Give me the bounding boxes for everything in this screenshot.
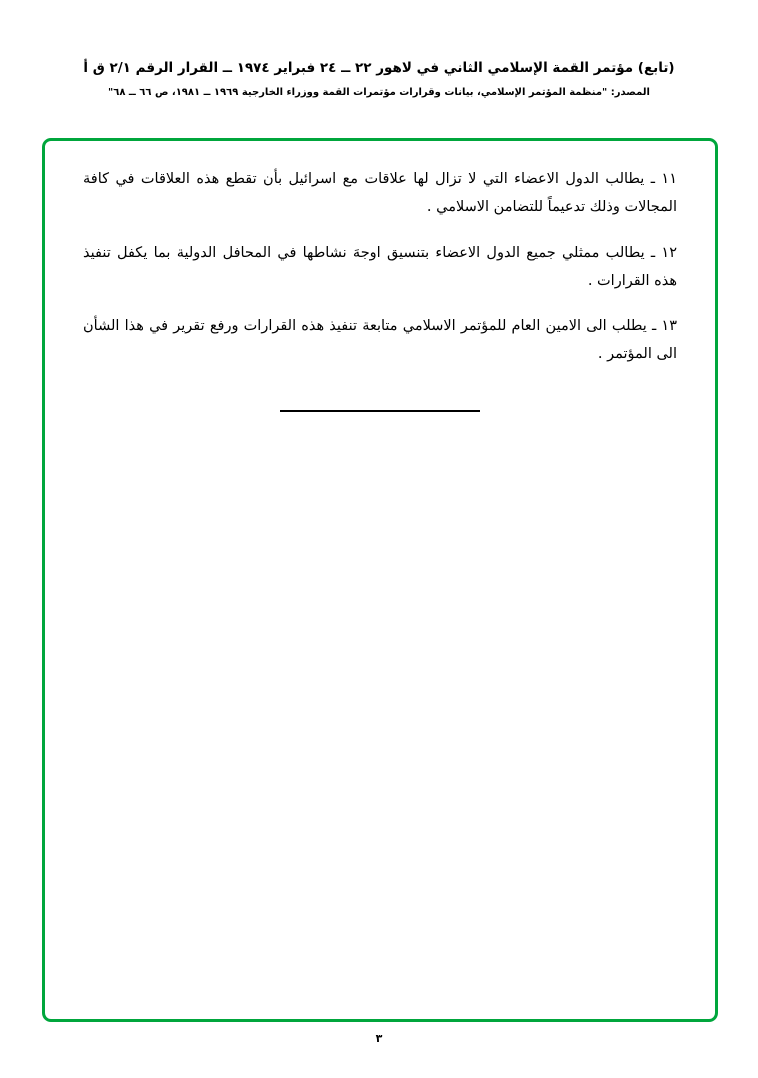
page-header: [0, 58, 758, 100]
horizontal-rule: [280, 410, 480, 412]
header-source-citation: المصدر: "منظمة المؤتمر الإسلامي، بيانات وقرارات مؤتمرات القمة ووزراء الخارجية ١٩٦٩ ــ ١٩٨١، ص ٦٦ ــ ٦٨": [108, 87, 650, 99]
header-title: (تابع) مؤتمر القمة الإسلامي الثاني في لاهور ٢٢ ــ ٢٤ فبراير ١٩٧٤ ــ القرار الرقم ٢/١ ق أ: [83, 60, 675, 76]
clause-paragraph: ١٢ ـ يطالب ممثلي جميع الدول الاعضاء بتنسيق اوجهَ نشاطها في المحافل الدولية بما يكفل تنفيذ هذه القرارات .: [83, 244, 677, 289]
green-content-frame: [42, 138, 718, 1022]
resolution-body: [71, 165, 689, 369]
clause-paragraph: ١٣ ـ يطلب الى الامين العام للمؤتمر الاسلامي متابعة تنفيذ هذه القرارات ورفع تقرير في هذا الشأن الى المؤتمر .: [83, 318, 677, 363]
section-divider: [45, 399, 715, 417]
page-number: ٣: [375, 1032, 383, 1045]
clause-paragraph: ١١ ـ يطالب الدول الاعضاء التي لا تزال لها علاقات مع اسرائيل بأن تقطع هذه العلاقات في كافة المجالات وذلك تدعيماً للتضامن الاسلامي .: [83, 171, 677, 216]
